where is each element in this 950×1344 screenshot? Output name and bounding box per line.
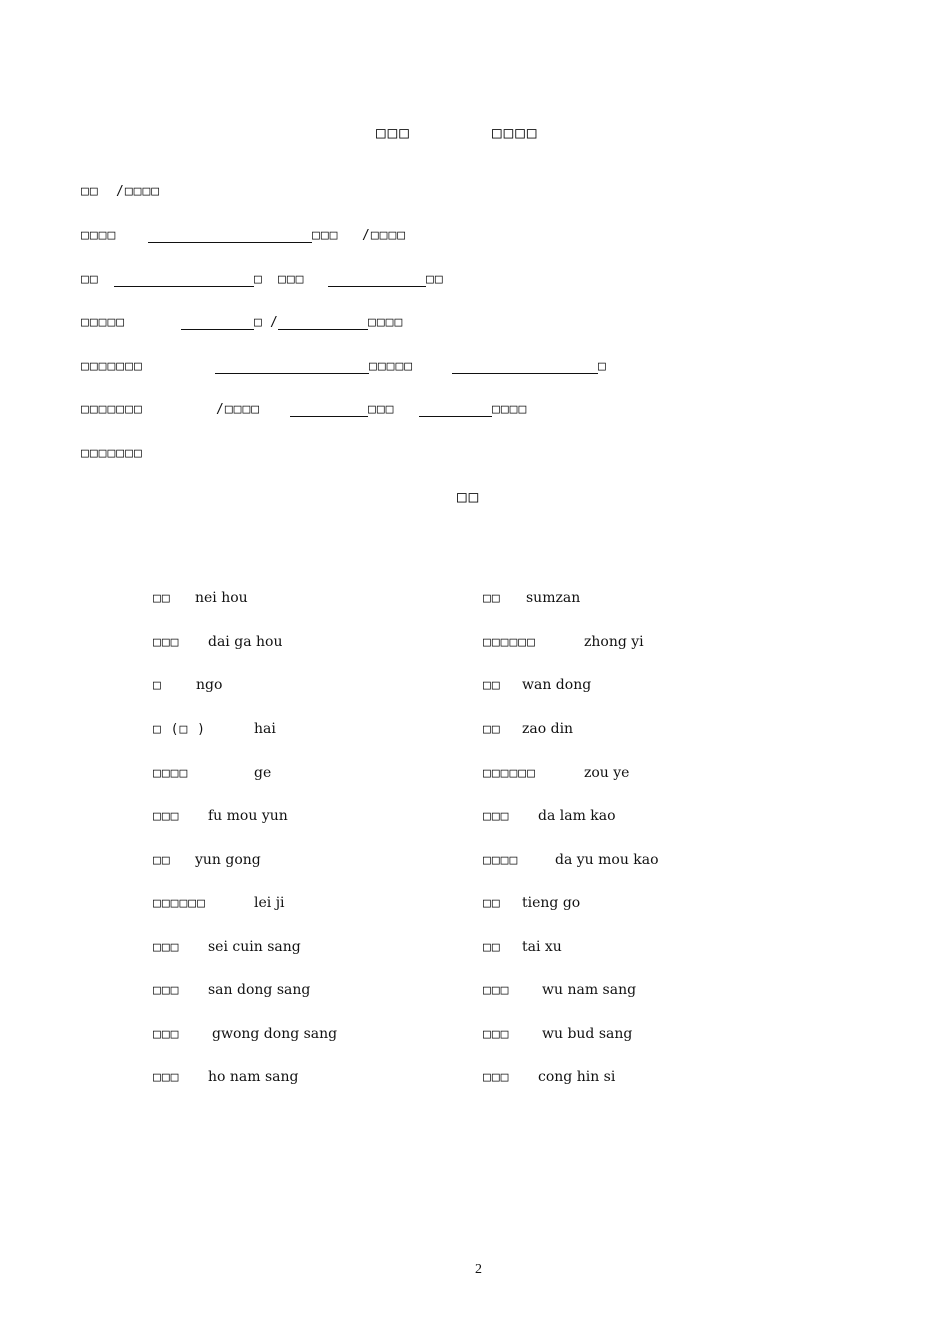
- form-row4-end: □□□□: [368, 315, 404, 330]
- vocab-han: □□□□□□: [483, 766, 536, 781]
- vocab-han: □□□: [153, 635, 180, 650]
- vocab-pinyin: nei hou: [195, 590, 248, 606]
- vocab-pinyin: sumzan: [526, 590, 581, 606]
- vocab-han: □□: [153, 591, 171, 606]
- form-row6-slash-text: /□□□□: [216, 402, 261, 417]
- vocab-pinyin: zou ye: [584, 765, 630, 781]
- form-row5-mid: □□□□□: [369, 359, 414, 374]
- vocab-han: □□□: [483, 1027, 510, 1042]
- vocab-han: □□: [483, 591, 501, 606]
- vocab-pinyin: tieng go: [522, 895, 581, 911]
- vocab-pinyin: hai: [254, 721, 276, 737]
- form-row5-blank-b[interactable]: [452, 373, 598, 374]
- form-row2-label: □□□□: [81, 228, 117, 243]
- form-row6-end: □□□□: [492, 402, 528, 417]
- form-row2-mid: □□□: [312, 228, 339, 243]
- form-row3-mid-a: □: [254, 272, 263, 287]
- form-row6-mid: □□□: [368, 402, 395, 417]
- form-row5-blank-a[interactable]: [215, 373, 369, 374]
- form-row5-end: □: [598, 359, 607, 374]
- vocab-pinyin: ho nam sang: [208, 1069, 299, 1085]
- vocab-pinyin: ngo: [196, 677, 223, 693]
- form-row3-end: □□: [426, 272, 444, 287]
- vocab-han: □□□: [483, 983, 510, 998]
- vocab-han: □□□: [153, 809, 180, 824]
- vocab-han: □□□: [153, 983, 180, 998]
- form-row3-blank-b[interactable]: [328, 286, 426, 287]
- section-heading: □□: [457, 487, 481, 506]
- vocab-han: □□□: [153, 1070, 180, 1085]
- title-right: □□□□: [492, 123, 539, 142]
- form-row1-suffix: /□□□□: [116, 184, 161, 199]
- form-row2-suffix: /□□□□: [362, 228, 407, 243]
- vocab-pinyin: lei ji: [254, 895, 285, 911]
- vocab-han: □□□□□□: [483, 635, 536, 650]
- form-row6-label: □□□□□□□: [81, 402, 143, 417]
- vocab-han: □□: [483, 940, 501, 955]
- vocab-pinyin: wu nam sang: [542, 982, 637, 998]
- vocab-han: □□□□: [153, 766, 189, 781]
- vocab-pinyin: sei cuin sang: [208, 939, 301, 955]
- vocab-han: □□: [153, 853, 171, 868]
- vocab-pinyin: gwong dong sang: [212, 1026, 338, 1042]
- vocab-pinyin: san dong sang: [208, 982, 311, 998]
- form-row4-blank-b[interactable]: [278, 329, 368, 330]
- form-row2-blank[interactable]: [148, 242, 312, 243]
- form-row6-blank-b[interactable]: [419, 416, 492, 417]
- form-row4-mid: □: [254, 315, 263, 330]
- title-left: □□□: [376, 123, 411, 142]
- vocab-han: □□: [483, 896, 501, 911]
- vocab-pinyin: dai ga hou: [208, 634, 283, 650]
- vocab-han: □□□: [153, 1027, 180, 1042]
- vocab-pinyin: cong hin si: [538, 1069, 616, 1085]
- vocab-pinyin: wu bud sang: [542, 1026, 633, 1042]
- form-row7-label: □□□□□□□: [81, 446, 143, 461]
- vocab-pinyin: tai xu: [522, 939, 562, 955]
- vocab-han: □□: [483, 722, 501, 737]
- vocab-han: □: [153, 678, 162, 693]
- form-row4-slash: /: [270, 315, 279, 330]
- vocab-han: □ (□ ): [153, 722, 206, 737]
- form-row6-blank-a[interactable]: [290, 416, 368, 417]
- page-number: 2: [475, 1262, 482, 1277]
- vocab-pinyin: yun gong: [195, 852, 261, 868]
- form-row5-label: □□□□□□□: [81, 359, 143, 374]
- form-row4-blank-a[interactable]: [181, 329, 254, 330]
- form-row4-label: □□□□□: [81, 315, 126, 330]
- vocab-pinyin: fu mou yun: [208, 808, 288, 824]
- form-row3-blank-a[interactable]: [114, 286, 254, 287]
- vocab-han: □□□: [483, 1070, 510, 1085]
- vocab-pinyin: ge: [254, 765, 272, 781]
- vocab-pinyin: wan dong: [522, 677, 592, 693]
- vocab-han: □□: [483, 678, 501, 693]
- vocab-pinyin: da yu mou kao: [555, 852, 659, 868]
- form-row3-label: □□: [81, 272, 99, 287]
- vocab-pinyin: zao din: [522, 721, 574, 737]
- form-row1-label: □□: [81, 184, 99, 199]
- vocab-han: □□□: [483, 809, 510, 824]
- form-row3-mid-b: □□□: [278, 272, 305, 287]
- vocab-pinyin: da lam kao: [538, 808, 616, 824]
- vocab-han: □□□: [153, 940, 180, 955]
- vocab-pinyin: zhong yi: [584, 634, 644, 650]
- vocab-han: □□□□□□: [153, 896, 206, 911]
- vocab-han: □□□□: [483, 853, 519, 868]
